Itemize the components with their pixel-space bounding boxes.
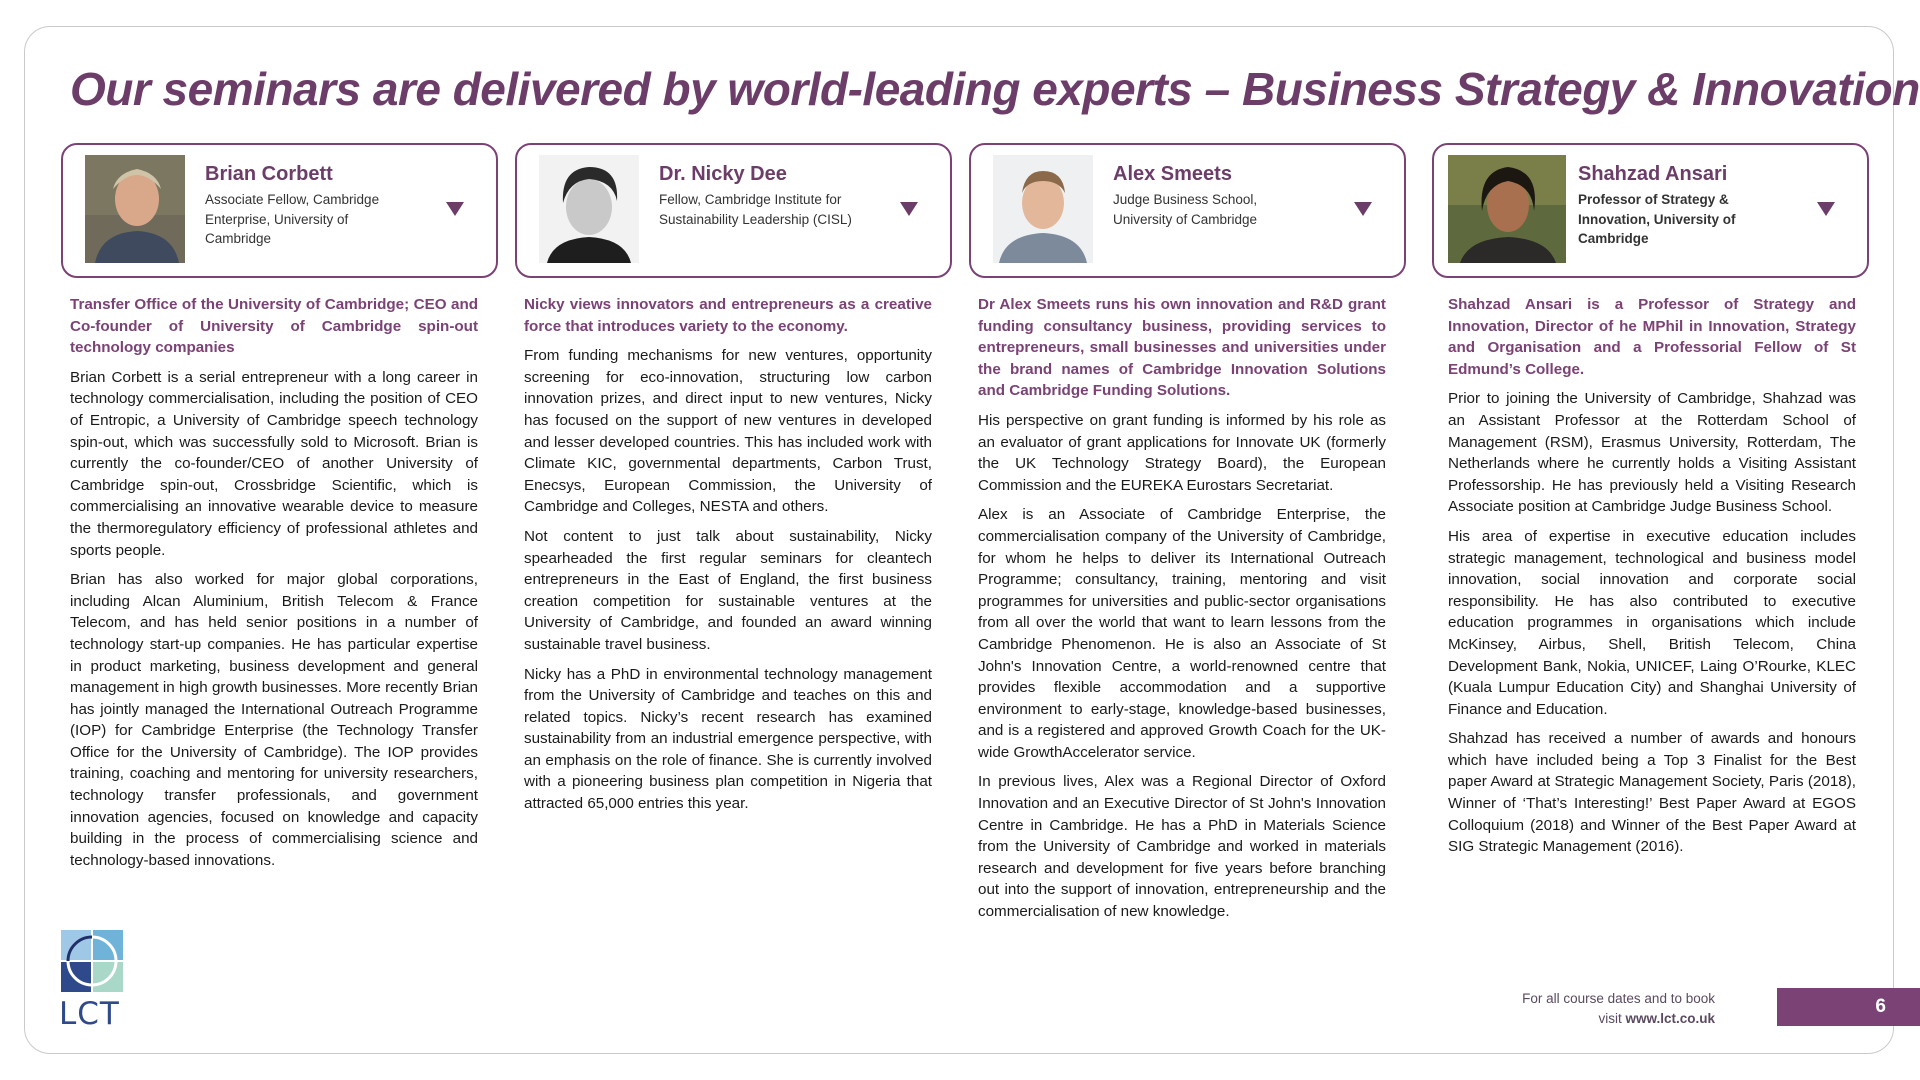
portrait-photo — [85, 155, 185, 263]
expand-triangle-icon[interactable] — [900, 202, 918, 216]
page-title: Our seminars are delivered by world-leading experts – Business Strategy & Innovation — [70, 63, 1920, 115]
expert-name: Shahzad Ansari — [1578, 163, 1728, 185]
expert-card-alex-smeets[interactable] — [969, 143, 1406, 278]
expert-role: Associate Fellow, Cambridge Enterprise, University of Cambridge — [205, 192, 380, 246]
portrait-photo — [993, 155, 1093, 263]
expert-name: Alex Smeets — [1113, 163, 1232, 185]
booking-note-line — [1522, 1009, 1715, 1029]
bio-paragraph: His area of expertise in executive education includes strategic management, technological and business model innovation, social innovation and corporate social responsibility. He has also contributed to executive education programmes in organisations which include McKinsey, Airbus, Shell, British Telecom, China Development Bank, Nokia, UNICEF, Laing O’Rourke, KLEC (Kuala Lumpur Education City) and Shanghai University of Finance and Education. — [1448, 527, 1856, 718]
bio-column-shahzad-ansari — [1448, 294, 1856, 866]
expand-triangle-icon[interactable] — [446, 202, 464, 216]
bio-paragraph: Nicky has a PhD in environmental technology management from the University of Cambridge and teaches on this and related topics. Nicky’s recent research has examined sustainability from an industrial emergence perspective, with an emphasis on the role of finance. She is currently involved with a pioneering business plan competition in Nigeria that attracted 65,000 entries this year. — [524, 665, 932, 813]
bio-lead: Transfer Office of the University of Cambridge; CEO and Co-founder of University of Cambridge spin-out technology companies — [70, 296, 478, 357]
expand-triangle-icon[interactable] — [1817, 202, 1835, 216]
bio-paragraph: Brian has also worked for major global corporations, including Alcan Aluminium, British Telecom & France Telecom, and has held senior positions in a number of technology start-up companies. He has particular expertise in product marketing, business development and general management in high growth businesses. More recently Brian has jointly managed the International Outreach Programme (IOP) for Cambridge Enterprise (the Technology Transfer Office for the University of Cambridge). The IOP provides training, coaching and mentoring for university researchers, technology transfer professionals, and government innovation agencies, focused on knowledge and capacity building in the process of commercialising science and technology-based innovations. — [70, 571, 478, 869]
portrait-photo — [1448, 155, 1566, 263]
bio-paragraph: Not content to just talk about sustainability, Nicky spearheaded the first regular seminars for cleantech entrepreneurs in the East of England, the first business creation competition for sustainable ventures at the University of Cambridge, and founded an award winning sustainable travel business. — [524, 527, 932, 653]
bio-paragraph: Prior to joining the University of Cambridge, Shahzad was an Assistant Professor at the Rotterdam School of Management (RSM), Erasmus University, Rotterdam, The Netherlands where he currently holds a Visiting Assistant Professorship. He has previously held a Visiting Research Associate position at Cambridge Judge Business School. — [1448, 390, 1856, 516]
bio-paragraph: Alex is an Associate of Cambridge Enterprise, the commercialisation company of the University of Cambridge, for whom he helps to deliver its International Outreach Programme; consultancy, training, mentoring and visit programmes for universities and public-sector organisations from all over the world that want to learn lessons from the Cambridge Phenomenon. He is also an Associate of St John's Innovation Centre, a world-renowned centre that provides flexible accommodation and a supportive environment to early-stage, knowledge-based businesses, and is a registered and approved Growth Coach for the UK-wide GrowthAccelerator service. — [978, 506, 1386, 761]
bio-column-alex-smeets — [978, 294, 1386, 931]
bio-paragraph: His perspective on grant funding is informed by his role as an evaluator of grant applications for Innovate UK (formerly the UK Technology Strategy Board), the European Commission and the EUREKA Eurostars Secretariat. — [978, 411, 1386, 494]
expert-name: Brian Corbett — [205, 163, 333, 185]
booking-note-line: For all course dates and to book — [1522, 991, 1715, 1006]
lct-logo — [59, 930, 125, 1030]
expert-card-nicky-dee[interactable] — [515, 143, 952, 278]
expert-name: Dr. Nicky Dee — [659, 163, 787, 185]
bio-paragraph: In previous lives, Alex was a Regional Director of Oxford Innovation and an Executive Director of St John's Innovation Centre in Cambridge. He has a PhD in Materials Science from the University of Cambridge and worked in materials research and development for five years before branching out into the support of innovation, entrepreneurship and the commercialisation of new knowledge. — [978, 773, 1386, 921]
portrait-photo — [539, 155, 639, 263]
booking-note — [1522, 989, 1715, 1029]
bio-paragraph: Shahzad has received a number of awards and honours which have included being a Top 3 Finalist for the Best paper Award at Strategic Management Society, Paris (2018), Winner of ‘That’s Interesting!’ Best Paper Award at EGOS Colloquium (2018) and Winner of the Best Paper Award at SIG Strategic Management (2016). — [1448, 730, 1856, 856]
bio-lead: Nicky views innovators and entrepreneurs as a creative force that introduces variety to the economy. — [524, 296, 932, 335]
lct-logo-mark-icon — [61, 930, 123, 992]
bio-lead: Shahzad Ansari is a Professor of Strategy and Innovation, Director of he MPhil in Innovation, Strategy and Organisation and a Professorial Fellow of St Edmund’s College. — [1448, 296, 1856, 378]
logo-text: LCT — [59, 996, 120, 1032]
expert-card-brian-corbett[interactable] — [61, 143, 498, 278]
bio-lead: Dr Alex Smeets runs his own innovation and R&D grant funding consultancy business, providing services to entrepreneurs, small businesses and universities under the brand names of Cambridge Innovation Solutions and Cambridge Funding Solutions. — [978, 296, 1386, 400]
expert-role: Professor of Strategy & Innovation, University of Cambridge — [1578, 192, 1736, 246]
expand-triangle-icon[interactable] — [1354, 202, 1372, 216]
bio-column-nicky-dee — [524, 294, 932, 823]
booking-visit-text: visit — [1598, 1011, 1626, 1026]
bio-paragraph: Brian Corbett is a serial entrepreneur with a long career in technology commercialisation, including the position of CEO of Entropic, a University of Cambridge speech technology spin-out, which was successfully sold to Microsoft. Brian is currently the co-founder/CEO of another University of Cambridge spin-out, Crossbridge Scientific, which is commercialising an innovative wearable device to measure the thermoregulatory efficiency of professional athletes and sports people. — [70, 368, 478, 559]
expert-role: Fellow, Cambridge Institute for Sustainability Leadership (CISL) — [659, 192, 852, 227]
bio-paragraph: From funding mechanisms for new ventures, opportunity screening for eco-innovation, structuring low carbon innovation prizes, and direct input to new ventures, Nicky has focused on the support of new ventures in developed and lesser developed countries. This has included work with Climate KIC, governmental departments, Carbon Trust, Enecsys, European Commission, the University of Cambridge and Colleges, NESTA and others. — [524, 347, 932, 516]
expert-card-shahzad-ansari[interactable] — [1432, 143, 1869, 278]
website-link[interactable]: www.lct.co.uk — [1625, 1011, 1715, 1026]
bio-column-brian-corbett — [70, 294, 478, 879]
page-number: 6 — [1777, 988, 1920, 1026]
expert-role: Judge Business School, University of Cambridge — [1113, 192, 1258, 227]
